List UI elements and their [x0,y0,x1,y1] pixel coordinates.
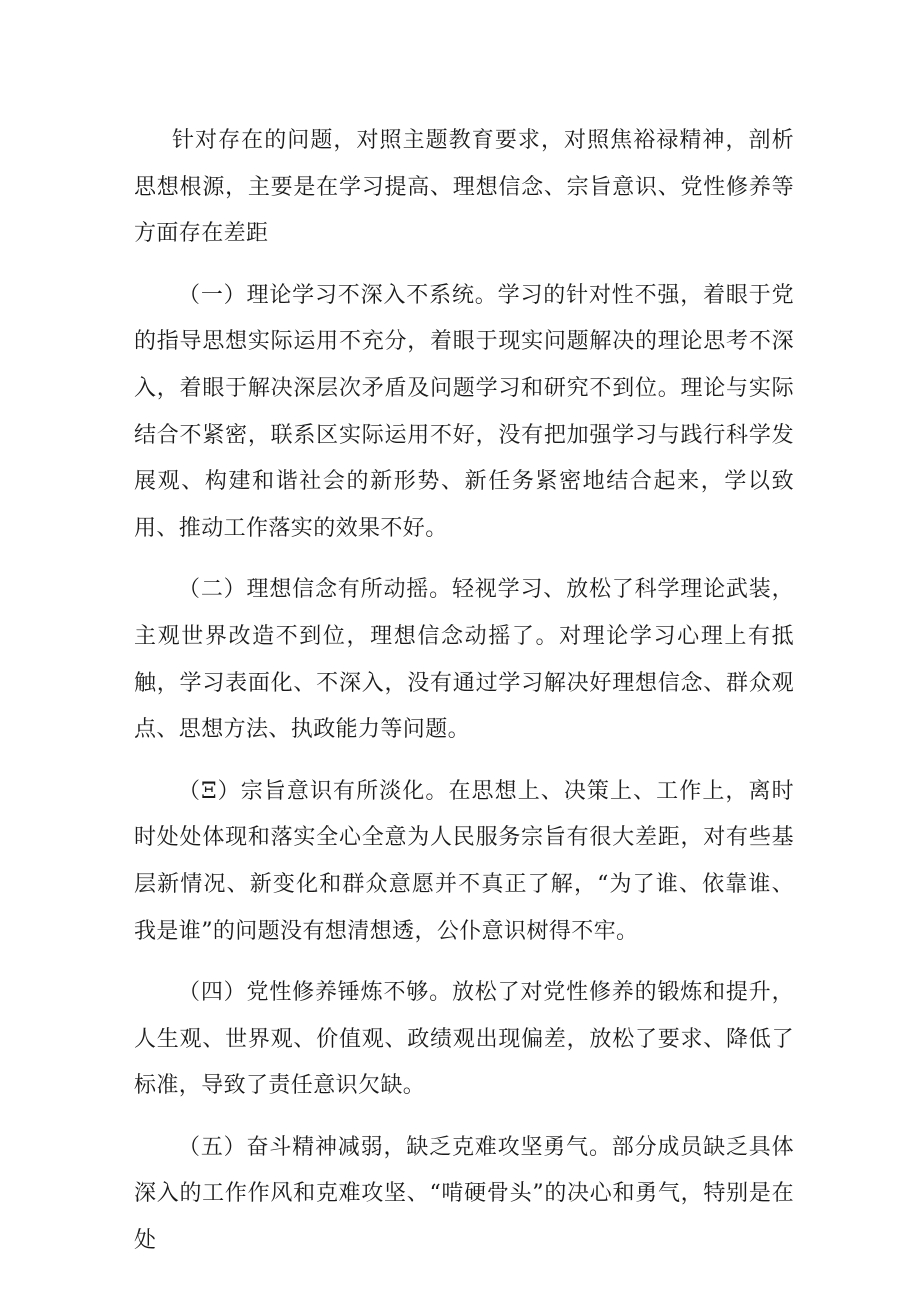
paragraph-section-2: （二）理想信念有所动摇。轻视学习、放松了科学理论武装，主观世界改造不到位，理想信念动摇了。对理论学习心理上有抵触，学习表面化、不深入，没有通过学习解决好理想信念、群众观点、思想方法、执政能力等问题。 [134,577,794,743]
paragraph-section-1: （一）理论学习不深入不系统。学习的针对性不强，着眼于党的指导思想实际运用不充分，着眼于现实问题解决的理论思考不深入，着眼于解决深层次矛盾及问题学习和研究不到位。理论与实际结合不紧密，联系区实际运用不好，没有把加强学习与践行科学发展观、构建和谐社会的新形势、新任务紧密地结合起来，学以致用、推动工作落实的效果不好。 [134,282,794,541]
paragraph-section-5: （五）奋斗精神减弱，缺乏克难攻坚勇气。部分成员缺乏具体深入的工作作风和克难攻坚、“啃硬骨头”的决心和勇气，特别是在处 [134,1134,794,1254]
paragraph-section-4: （四）党性修养锤炼不够。放松了对党性修养的锻炼和提升，人生观、世界观、价值观、政绩观出现偏差，放松了要求、降低了标准，导致了责任意识欠缺。 [134,980,794,1099]
document-body [134,118,794,1265]
paragraph-section-3: （Ξ）宗旨意识有所淡化。在思想上、决策上、工作上，离时时处处体现和落实全心全意为人民服务宗旨有很大差距，对有些基层新情况、新变化和群众意愿并不真正了解，“为了谁、依靠谁、我是谁”的问题没有想清想透，公仆意识树得不牢。 [134,778,794,944]
paragraph-intro: 针对存在的问题，对照主题教育要求，对照焦裕禄精神，剖析思想根源，主要是在学习提高、理想信念、宗旨意识、党性修养等方面存在差距 [134,128,794,247]
